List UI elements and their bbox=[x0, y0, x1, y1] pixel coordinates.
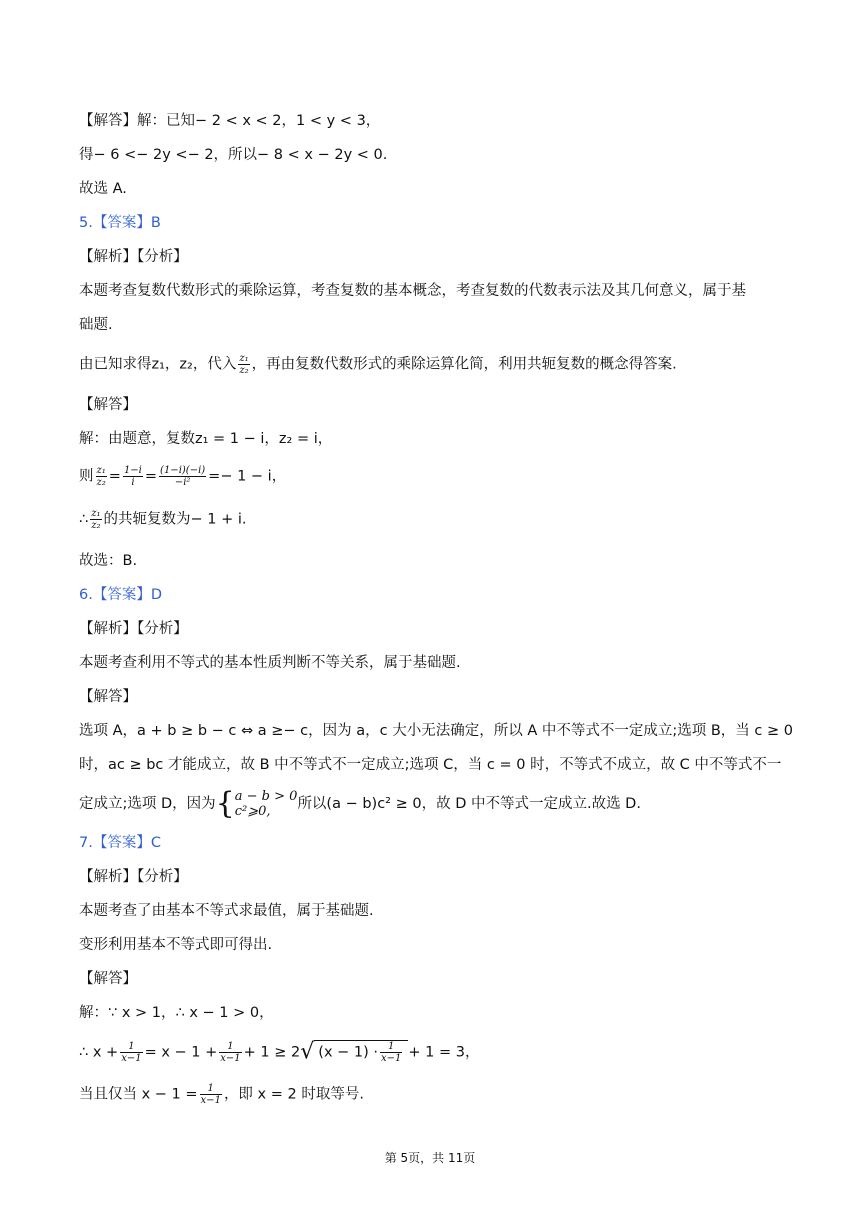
q6-sol3-post: 所以(a − b)c² ≥ 0，故 D 中不等式一定成立.故选 D. bbox=[297, 796, 641, 812]
q6-jieda: 【解答】 bbox=[79, 689, 137, 705]
fraction-z1-z2: $\frac{\text{z₁}}{\text{z₂}}$ bbox=[239, 353, 249, 376]
page-footer: 第 5页，共 11页 bbox=[384, 1151, 476, 1165]
fraction-z1-z2: $\frac{\text{z₁}}{\text{z₂}}$ bbox=[91, 508, 101, 531]
q7-solution-2 bbox=[79, 1040, 800, 1064]
line-2: 得− 6 <− 2y <− 2，所以− 8 < x − 2y < 0. bbox=[79, 147, 388, 163]
q7-sol2-mid: = x − 1 + bbox=[144, 1044, 218, 1061]
q7-sol2-post: + 1 = 3， bbox=[408, 1044, 480, 1061]
q7-sol3-pre: 当且仅当 x − 1 = bbox=[79, 1086, 198, 1103]
q6-answer: 6.【答案】D bbox=[79, 587, 162, 603]
q6-jiexi: 【解析】【分析】 bbox=[79, 621, 188, 637]
q5-sol2-eq1: = bbox=[108, 468, 121, 485]
q7-sol3-post: ，即 x = 2 时取等号. bbox=[223, 1086, 364, 1103]
system-brace: { a − b > 0 c²⩾0, bbox=[215, 786, 298, 821]
q7-sol2-pre: ∴ x + bbox=[79, 1044, 119, 1061]
fraction-1-over-xm1: $\frac{1}{x-1}$ bbox=[200, 1083, 221, 1106]
line-1: 【解答】解：已知− 2 < x < 2，1 < y < 3， bbox=[79, 113, 381, 129]
q5-solution-4: 故选：B. bbox=[79, 553, 138, 569]
q5-analysis-2: 础题. bbox=[79, 317, 113, 333]
line-3: 故选 A. bbox=[79, 181, 127, 197]
q5-sol2-post: =− 1 − i， bbox=[208, 468, 287, 485]
q7-sol2-mid2: + 1 ≥ 2 bbox=[243, 1044, 301, 1061]
q7-jiexi: 【解析】【分析】 bbox=[79, 869, 188, 885]
q5-sol2-pre: 则 bbox=[79, 468, 94, 485]
q7-solution-3 bbox=[79, 1083, 800, 1106]
q5-analysis-3-post: ，再由复数代数形式的乘除运算化简，利用共轭复数的概念得答案. bbox=[251, 356, 677, 373]
q7-solution-1: 解：∵ x > 1，∴ x − 1 > 0， bbox=[79, 1005, 274, 1021]
q5-sol3-post: 的共轭复数为− 1 + i. bbox=[103, 511, 247, 528]
q7-analysis-1: 本题考查了由基本不等式求最值，属于基础题. bbox=[79, 903, 374, 919]
fraction-1-over-xm1: $\frac{1}{x-1}$ bbox=[381, 1041, 402, 1064]
q6-solution-3 bbox=[79, 787, 800, 821]
sqrt-body: (x − 1) · $\frac{1}{x-1}$ bbox=[314, 1040, 408, 1064]
q6-solution-2: 时，ac ≥ bc 才能成立，故 B 中不等式不一定成立;选项 C，当 c = 0 时，不等式不成立，故 C 中不等式不一 bbox=[79, 757, 782, 773]
q5-solution-1: 解：由题意，复数z₁ = 1 − i，z₂ = i， bbox=[79, 431, 333, 447]
q5-analysis-3-pre: 由已知求得z₁，z₂，代入 bbox=[79, 356, 237, 373]
q5-sol3-pre: ∴ bbox=[79, 511, 89, 528]
q5-sol2-eq2: = bbox=[144, 468, 158, 485]
q7-answer: 7.【答案】C bbox=[79, 835, 161, 851]
q5-analysis-3 bbox=[79, 353, 800, 376]
fraction-1-over-xm1: $\frac{1}{x-1}$ bbox=[220, 1041, 241, 1064]
q7-jieda: 【解答】 bbox=[79, 971, 137, 987]
q5-solution-3 bbox=[79, 508, 800, 531]
fraction-z1-z2: $\frac{\text{z₁}}{\text{z₂}}$ bbox=[96, 465, 106, 488]
fraction-1mi-i: $\frac{1-i}{i}$ bbox=[123, 465, 142, 488]
q5-jiexi: 【解析】【分析】 bbox=[79, 249, 188, 265]
q5-answer: 5.【答案】B bbox=[79, 215, 161, 231]
q6-analysis-1: 本题考查利用不等式的基本性质判断不等关系，属于基础题. bbox=[79, 655, 461, 671]
q5-jieda: 【解答】 bbox=[79, 397, 137, 413]
q6-sol3-pre: 定成立;选项 D，因为 bbox=[79, 796, 216, 812]
fraction-product: $\frac{(1-i)(-i)}{\text{−i²}}$ bbox=[160, 465, 206, 488]
fraction-1-over-xm1: $\frac{1}{x-1}$ bbox=[121, 1041, 142, 1064]
q5-analysis-1: 本题考查复数代数形式的乘除运算，考查复数的基本概念，考查复数的代数表示法及其几何意义，属于基 bbox=[79, 283, 746, 299]
q7-analysis-2: 变形利用基本不等式即可得出. bbox=[79, 937, 273, 953]
sqrt-sign: √ bbox=[300, 1039, 315, 1065]
q6-solution-1: 选项 A，a + b ≥ b − c ⇔ a ≥− c，因为 a，c 大小无法确定，所以 A 中不等式不一定成立;选项 B，当 c ≥ 0 bbox=[79, 723, 793, 739]
q5-solution-2 bbox=[79, 465, 800, 488]
